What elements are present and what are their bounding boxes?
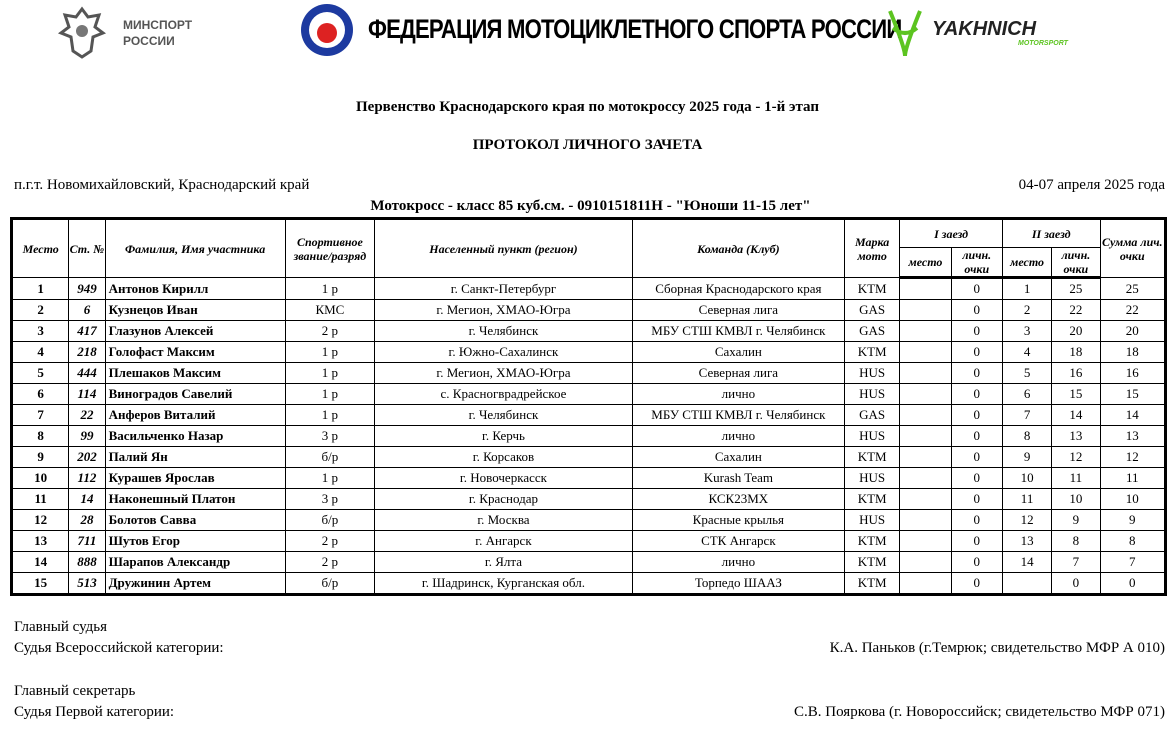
table-row [12, 321, 1166, 342]
cell-race2-points: 12 [1052, 447, 1100, 468]
cell-city: г. Шадринск, Курганская обл. [375, 573, 633, 595]
cell-team: КСК23МХ [632, 489, 844, 510]
cell-team: Сахалин [632, 447, 844, 468]
cell-participant-name: Васильченко Назар [105, 426, 285, 447]
cell-race1-place [900, 300, 951, 321]
table-row [12, 489, 1166, 510]
minsport-line2: РОССИИ [123, 34, 175, 48]
cell-city: г. Южно-Сахалинск [375, 342, 633, 363]
cell-city: г. Челябинск [375, 405, 633, 426]
cell-total-points: 8 [1100, 531, 1165, 552]
cell-race2-points: 0 [1052, 573, 1100, 595]
cell-participant-name: Дружинин Артем [105, 573, 285, 595]
cell-rank: 3 р [285, 489, 375, 510]
cell-race1-place [900, 510, 951, 531]
cell-race2-place: 3 [1002, 321, 1051, 342]
cell-total-points: 10 [1100, 489, 1165, 510]
cell-rank: б/р [285, 447, 375, 468]
sponsor-name: YAKHNICH [932, 18, 1037, 40]
class-title: Мотокросс - класс 85 куб.см. - 0910151811Н - "Юноши 11-15 лет" [370, 198, 811, 214]
cell-rank: 1 р [285, 363, 375, 384]
cell-race1-points: 0 [951, 384, 1002, 405]
cell-place: 1 [12, 278, 69, 300]
cell-race2-points: 7 [1052, 552, 1100, 573]
location: п.г.т. Новомихайловский, Краснодарский край [14, 177, 310, 193]
cell-participant-name: Виноградов Савелий [105, 384, 285, 405]
cell-race1-points: 0 [951, 531, 1002, 552]
cell-start-number: 6 [69, 300, 105, 321]
cell-moto-brand: HUS [845, 363, 900, 384]
cell-start-number: 22 [69, 405, 105, 426]
cell-race1-place [900, 321, 951, 342]
cell-race1-points: 0 [951, 300, 1002, 321]
cell-race2-place: 13 [1002, 531, 1051, 552]
cell-race1-points: 0 [951, 573, 1002, 595]
cell-participant-name: Палий Ян [105, 447, 285, 468]
cell-start-number: 28 [69, 510, 105, 531]
cell-total-points: 0 [1100, 573, 1165, 595]
cell-team: Kurash Team [632, 468, 844, 489]
cell-city: г. Керчь [375, 426, 633, 447]
cell-participant-name: Анферов Виталий [105, 405, 285, 426]
cell-participant-name: Шарапов Александр [105, 552, 285, 573]
cell-race1-place [900, 278, 951, 300]
table-row [12, 363, 1166, 384]
dates: 04-07 апреля 2025 года [1018, 177, 1165, 193]
cell-participant-name: Плешаков Максим [105, 363, 285, 384]
secretary-name: С.В. Пояркова (г. Новороссийск; свидетельство МФР 071) [793, 704, 1165, 720]
cell-participant-name: Антонов Кирилл [105, 278, 285, 300]
cell-place: 3 [12, 321, 69, 342]
cell-total-points: 25 [1100, 278, 1165, 300]
cell-race1-points: 0 [951, 510, 1002, 531]
cell-total-points: 15 [1100, 384, 1165, 405]
secretary-title: Главный секретарь [14, 683, 136, 699]
cell-race1-place [900, 489, 951, 510]
cell-race2-place: 7 [1002, 405, 1051, 426]
header-race1-place: место [900, 248, 951, 278]
sponsor-sub: MOTORSPORT [1018, 40, 1068, 47]
cell-start-number: 949 [69, 278, 105, 300]
cell-race2-points: 16 [1052, 363, 1100, 384]
cell-moto-brand: KTM [845, 573, 900, 595]
cell-race1-points: 0 [951, 363, 1002, 384]
cell-participant-name: Курашев Ярослав [105, 468, 285, 489]
cell-city: г. Мегион, ХМАО-Югра [375, 300, 633, 321]
cell-place: 4 [12, 342, 69, 363]
cell-race2-place: 4 [1002, 342, 1051, 363]
judge-category: Судья Всероссийской категории: [14, 640, 224, 656]
yakhnich-logo [885, 8, 1075, 58]
cell-race2-points: 15 [1052, 384, 1100, 405]
cell-race1-place [900, 384, 951, 405]
cell-race1-points: 0 [951, 447, 1002, 468]
cell-race2-place: 8 [1002, 426, 1051, 447]
cell-race2-place: 12 [1002, 510, 1051, 531]
cell-race1-points: 0 [951, 405, 1002, 426]
cell-start-number: 202 [69, 447, 105, 468]
cell-race2-place [1002, 573, 1051, 595]
cell-race1-points: 0 [951, 489, 1002, 510]
table-row [12, 552, 1166, 573]
cell-place: 7 [12, 405, 69, 426]
cell-participant-name: Кузнецов Иван [105, 300, 285, 321]
cell-city: г. Мегион, ХМАО-Югра [375, 363, 633, 384]
cell-total-points: 9 [1100, 510, 1165, 531]
cell-race2-place: 11 [1002, 489, 1051, 510]
cell-rank: 1 р [285, 342, 375, 363]
cell-place: 9 [12, 447, 69, 468]
cell-team: Северная лига [632, 300, 844, 321]
cell-rank: 2 р [285, 552, 375, 573]
table-row [12, 342, 1166, 363]
cell-total-points: 11 [1100, 468, 1165, 489]
cell-team: Северная лига [632, 363, 844, 384]
mfr-logo [300, 3, 355, 63]
cell-start-number: 888 [69, 552, 105, 573]
cell-rank: 1 р [285, 278, 375, 300]
cell-race2-points: 9 [1052, 510, 1100, 531]
eagle-emblem-icon [55, 5, 110, 60]
cell-race2-points: 13 [1052, 426, 1100, 447]
cell-moto-brand: KTM [845, 447, 900, 468]
cell-total-points: 22 [1100, 300, 1165, 321]
cell-place: 6 [12, 384, 69, 405]
cell-start-number: 513 [69, 573, 105, 595]
cell-race2-points: 14 [1052, 405, 1100, 426]
cell-moto-brand: KTM [845, 342, 900, 363]
header-place: Место [12, 219, 69, 278]
cell-team: МБУ СТШ КМВЛ г. Челябинск [632, 321, 844, 342]
minsport-line1: МИНСПОРТ [123, 18, 193, 32]
header-race2: II заезд [1002, 219, 1100, 248]
cell-participant-name: Наконешный Платон [105, 489, 285, 510]
cell-race2-points: 22 [1052, 300, 1100, 321]
table-row [12, 510, 1166, 531]
cell-rank: б/р [285, 573, 375, 595]
cell-participant-name: Голофаст Максим [105, 342, 285, 363]
table-row [12, 426, 1166, 447]
cell-moto-brand: HUS [845, 426, 900, 447]
cell-participant-name: Шутов Егор [105, 531, 285, 552]
cell-place: 10 [12, 468, 69, 489]
cell-place: 15 [12, 573, 69, 595]
judge-title: Главный судья [14, 619, 108, 635]
cell-total-points: 14 [1100, 405, 1165, 426]
cell-race1-points: 0 [951, 278, 1002, 300]
header-race2-place: место [1002, 248, 1051, 278]
cell-moto-brand: KTM [845, 531, 900, 552]
table-row [12, 384, 1166, 405]
cell-race1-place [900, 468, 951, 489]
cell-start-number: 14 [69, 489, 105, 510]
cell-total-points: 16 [1100, 363, 1165, 384]
cell-team: лично [632, 426, 844, 447]
cell-city: г. Новочеркасск [375, 468, 633, 489]
cell-race2-place: 1 [1002, 278, 1051, 300]
cell-team: Сборная Краснодарского края [632, 278, 844, 300]
cell-moto-brand: HUS [845, 384, 900, 405]
minsport-logo [55, 5, 225, 60]
cell-city: г. Санкт-Петербург [375, 278, 633, 300]
cell-race2-points: 18 [1052, 342, 1100, 363]
cell-race1-points: 0 [951, 342, 1002, 363]
header-city: Населенный пункт (регион) [375, 219, 633, 278]
cell-moto-brand: GAS [845, 405, 900, 426]
cell-team: МБУ СТШ КМВЛ г. Челябинск [632, 405, 844, 426]
cell-team: Красные крылья [632, 510, 844, 531]
cell-team: Торпедо ШААЗ [632, 573, 844, 595]
cell-moto-brand: GAS [845, 321, 900, 342]
cell-moto-brand: KTM [845, 489, 900, 510]
cell-race1-place [900, 447, 951, 468]
cell-team: лично [632, 552, 844, 573]
cell-race1-place [900, 552, 951, 573]
cell-race2-place: 14 [1002, 552, 1051, 573]
cell-participant-name: Глазунов Алексей [105, 321, 285, 342]
table-row [12, 300, 1166, 321]
cell-place: 2 [12, 300, 69, 321]
cell-rank: 2 р [285, 531, 375, 552]
cell-race2-place: 9 [1002, 447, 1051, 468]
cell-city: г. Краснодар [375, 489, 633, 510]
secretary-category: Судья Первой категории: [14, 704, 175, 720]
cell-rank: 2 р [285, 321, 375, 342]
cell-race1-points: 0 [951, 321, 1002, 342]
cell-start-number: 218 [69, 342, 105, 363]
cell-city: г. Корсаков [375, 447, 633, 468]
cell-moto-brand: KTM [845, 552, 900, 573]
cell-place: 11 [12, 489, 69, 510]
header-race2-points: личн. очки [1052, 248, 1100, 278]
cell-start-number: 114 [69, 384, 105, 405]
cell-rank: КМС [285, 300, 375, 321]
header-race1: I заезд [900, 219, 1003, 248]
cell-total-points: 20 [1100, 321, 1165, 342]
header-name: Фамилия, Имя участника [105, 219, 285, 278]
cell-moto-brand: KTM [845, 278, 900, 300]
cell-moto-brand: HUS [845, 510, 900, 531]
cell-total-points: 12 [1100, 447, 1165, 468]
table-row [12, 468, 1166, 489]
cell-race1-points: 0 [951, 426, 1002, 447]
cell-place: 5 [12, 363, 69, 384]
table-row [12, 447, 1166, 468]
cell-race1-place [900, 342, 951, 363]
cell-moto-brand: HUS [845, 468, 900, 489]
cell-race2-points: 25 [1052, 278, 1100, 300]
cell-place: 14 [12, 552, 69, 573]
cell-city: г. Ангарск [375, 531, 633, 552]
cell-race2-place: 10 [1002, 468, 1051, 489]
cell-race1-place [900, 573, 951, 595]
cell-race2-points: 8 [1052, 531, 1100, 552]
cell-race2-place: 6 [1002, 384, 1051, 405]
cell-rank: 1 р [285, 468, 375, 489]
cell-city: г. Москва [375, 510, 633, 531]
cell-race1-place [900, 405, 951, 426]
cell-team: лично [632, 384, 844, 405]
cell-race2-place: 5 [1002, 363, 1051, 384]
cell-race1-place [900, 531, 951, 552]
cell-start-number: 444 [69, 363, 105, 384]
cell-team: Сахалин [632, 342, 844, 363]
judge-name: К.А. Паньков (г.Темрюк; свидетельство МФР А 010) [829, 640, 1165, 656]
cell-race1-place [900, 363, 951, 384]
cell-start-number: 112 [69, 468, 105, 489]
header-rank: Спортивное звание/разряд [285, 219, 375, 278]
cell-city: с. Красногврадрейское [375, 384, 633, 405]
cell-start-number: 417 [69, 321, 105, 342]
cell-race2-points: 10 [1052, 489, 1100, 510]
cell-participant-name: Болотов Савва [105, 510, 285, 531]
cell-start-number: 711 [69, 531, 105, 552]
table-row [12, 405, 1166, 426]
cell-start-number: 99 [69, 426, 105, 447]
cell-total-points: 18 [1100, 342, 1165, 363]
cell-rank: 1 р [285, 405, 375, 426]
header-number: Ст. № [69, 219, 105, 278]
header-team: Команда (Клуб) [632, 219, 844, 278]
cell-race2-points: 20 [1052, 321, 1100, 342]
cell-total-points: 13 [1100, 426, 1165, 447]
header-race1-points: личн. очки [951, 248, 1002, 278]
header-sum: Сумма лич. очки [1100, 219, 1165, 278]
cell-place: 12 [12, 510, 69, 531]
table-row [12, 531, 1166, 552]
cell-place: 8 [12, 426, 69, 447]
results-table [10, 217, 1167, 596]
cell-place: 13 [12, 531, 69, 552]
cell-race1-place [900, 426, 951, 447]
table-row [12, 278, 1166, 300]
cell-rank: 1 р [285, 384, 375, 405]
cell-race2-place: 2 [1002, 300, 1051, 321]
cell-city: г. Челябинск [375, 321, 633, 342]
table-row [12, 573, 1166, 595]
protocol-title: ПРОТОКОЛ ЛИЧНОГО ЗАЧЕТА [472, 137, 703, 153]
event-title: Первенство Краснодарского края по мотокроссу 2025 года - 1-й этап [356, 99, 819, 115]
federation-title: ФЕДЕРАЦИЯ МОТОЦИКЛЕТНОГО СПОРТА РОССИИ [368, 14, 902, 44]
cell-city: г. Ялта [375, 552, 633, 573]
cell-race2-points: 11 [1052, 468, 1100, 489]
cell-race1-points: 0 [951, 552, 1002, 573]
cell-total-points: 7 [1100, 552, 1165, 573]
cell-rank: 3 р [285, 426, 375, 447]
cell-rank: б/р [285, 510, 375, 531]
cell-moto-brand: GAS [845, 300, 900, 321]
cell-team: СТК Ангарск [632, 531, 844, 552]
header-moto: Марка мото [845, 219, 900, 278]
cell-race1-points: 0 [951, 468, 1002, 489]
